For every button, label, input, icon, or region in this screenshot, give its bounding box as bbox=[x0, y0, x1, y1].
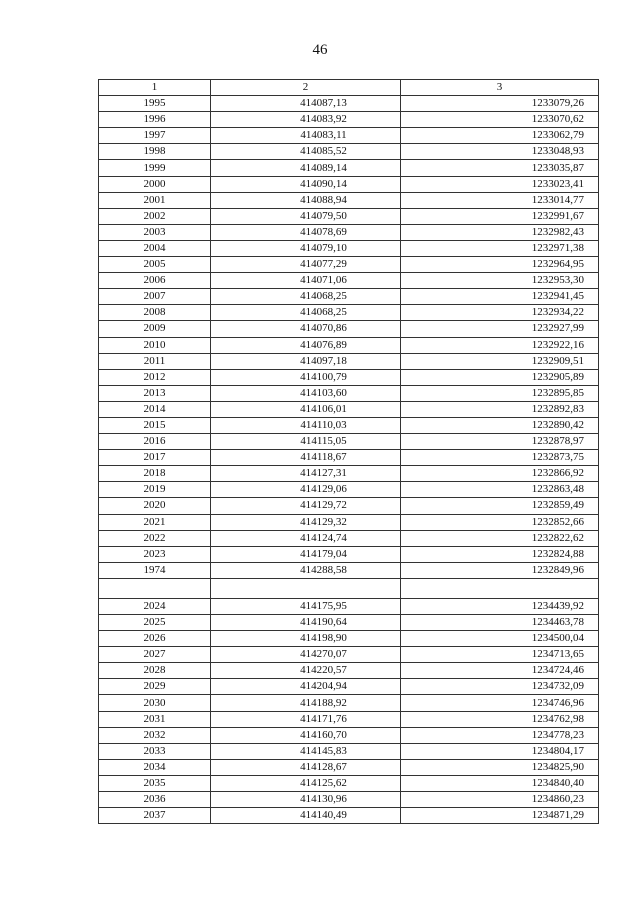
table-row bbox=[99, 759, 599, 775]
point-number-cell: 2037 bbox=[99, 808, 211, 824]
table-row bbox=[99, 417, 599, 433]
point-number-cell: 2028 bbox=[99, 663, 211, 679]
table-row bbox=[99, 321, 599, 337]
y-coordinate-cell: 1234860,23 bbox=[401, 792, 599, 808]
table-row bbox=[99, 257, 599, 273]
point-number-cell: 2013 bbox=[99, 385, 211, 401]
x-coordinate-cell: 414070,86 bbox=[211, 321, 401, 337]
table-row bbox=[99, 711, 599, 727]
x-coordinate-cell: 414188,92 bbox=[211, 695, 401, 711]
point-number-cell: 2011 bbox=[99, 353, 211, 369]
table-row bbox=[99, 546, 599, 562]
table-row bbox=[99, 289, 599, 305]
table-row bbox=[99, 727, 599, 743]
y-coordinate-cell: 1232863,48 bbox=[401, 482, 599, 498]
point-number-cell: 2005 bbox=[99, 257, 211, 273]
y-coordinate-cell: 1232982,43 bbox=[401, 224, 599, 240]
page-number: 46 bbox=[312, 42, 328, 58]
x-coordinate-cell: 414125,62 bbox=[211, 775, 401, 791]
x-coordinate-cell: 414179,04 bbox=[211, 546, 401, 562]
coordinates-table bbox=[98, 79, 599, 824]
table-row bbox=[99, 192, 599, 208]
point-number-cell: 1999 bbox=[99, 160, 211, 176]
point-number-cell: 2033 bbox=[99, 743, 211, 759]
y-coordinate-cell: 1232892,83 bbox=[401, 401, 599, 417]
point-number-cell: 2030 bbox=[99, 695, 211, 711]
y-coordinate-cell: 1234713,65 bbox=[401, 647, 599, 663]
point-number-cell: 2022 bbox=[99, 530, 211, 546]
table-row bbox=[99, 160, 599, 176]
point-number-cell: 2006 bbox=[99, 273, 211, 289]
table-row bbox=[99, 305, 599, 321]
y-coordinate-cell: 1232909,51 bbox=[401, 353, 599, 369]
y-coordinate-cell: 1232971,38 bbox=[401, 240, 599, 256]
point-number-cell: 1995 bbox=[99, 96, 211, 112]
point-number-cell: 2019 bbox=[99, 482, 211, 498]
x-coordinate-cell: 414068,25 bbox=[211, 289, 401, 305]
y-coordinate-cell: 1232878,97 bbox=[401, 434, 599, 450]
x-coordinate-cell: 414175,95 bbox=[211, 598, 401, 614]
y-coordinate-cell: 1232941,45 bbox=[401, 289, 599, 305]
x-coordinate-cell: 414089,14 bbox=[211, 160, 401, 176]
point-number-cell: 2035 bbox=[99, 775, 211, 791]
y-coordinate-cell: 1232866,92 bbox=[401, 466, 599, 482]
point-number-cell: 2029 bbox=[99, 679, 211, 695]
y-coordinate-cell: 1233062,79 bbox=[401, 128, 599, 144]
y-coordinate-cell: 1234746,96 bbox=[401, 695, 599, 711]
table-row bbox=[99, 337, 599, 353]
x-coordinate-cell: 414076,89 bbox=[211, 337, 401, 353]
x-coordinate-cell: 414128,67 bbox=[211, 759, 401, 775]
table-row bbox=[99, 353, 599, 369]
table-row bbox=[99, 695, 599, 711]
table-row bbox=[99, 808, 599, 824]
table-row bbox=[99, 792, 599, 808]
y-coordinate-cell: 1234500,04 bbox=[401, 631, 599, 647]
x-coordinate-cell: 414068,25 bbox=[211, 305, 401, 321]
y-coordinate-cell: 1232934,22 bbox=[401, 305, 599, 321]
y-coordinate-cell: 1233035,87 bbox=[401, 160, 599, 176]
table-row bbox=[99, 112, 599, 128]
y-coordinate-cell: 1234439,92 bbox=[401, 598, 599, 614]
point-number-cell: 2009 bbox=[99, 321, 211, 337]
point-number-cell: 2016 bbox=[99, 434, 211, 450]
header-row bbox=[99, 80, 599, 96]
point-number-cell: 2010 bbox=[99, 337, 211, 353]
point-number-cell: 1998 bbox=[99, 144, 211, 160]
x-coordinate-cell: 414087,13 bbox=[211, 96, 401, 112]
y-coordinate-cell: 1234804,17 bbox=[401, 743, 599, 759]
table-row bbox=[99, 450, 599, 466]
column-header-point: 1 bbox=[99, 80, 211, 96]
point-number-cell: 2001 bbox=[99, 192, 211, 208]
table-row bbox=[99, 240, 599, 256]
x-coordinate-cell: 414288,58 bbox=[211, 562, 401, 578]
x-coordinate-cell: 414118,67 bbox=[211, 450, 401, 466]
x-coordinate-cell: 414124,74 bbox=[211, 530, 401, 546]
x-coordinate-cell: 414079,10 bbox=[211, 240, 401, 256]
x-coordinate-cell: 414129,72 bbox=[211, 498, 401, 514]
x-coordinate-cell: 414100,79 bbox=[211, 369, 401, 385]
y-coordinate-cell: 1232991,67 bbox=[401, 208, 599, 224]
y-coordinate-cell: 1234762,98 bbox=[401, 711, 599, 727]
point-number-cell: 2036 bbox=[99, 792, 211, 808]
x-coordinate-cell: 414083,11 bbox=[211, 128, 401, 144]
y-coordinate-cell: 1232895,85 bbox=[401, 385, 599, 401]
point-number-cell: 2015 bbox=[99, 417, 211, 433]
point-number-cell: 2023 bbox=[99, 546, 211, 562]
x-coordinate-cell: 414097,18 bbox=[211, 353, 401, 369]
table-header bbox=[99, 80, 599, 96]
y-coordinate-cell: 1233023,41 bbox=[401, 176, 599, 192]
y-coordinate-cell: 1234778,23 bbox=[401, 727, 599, 743]
point-number-cell: 2031 bbox=[99, 711, 211, 727]
table-row bbox=[99, 128, 599, 144]
table-row bbox=[99, 224, 599, 240]
table-row bbox=[99, 562, 599, 578]
point-number-cell: 2032 bbox=[99, 727, 211, 743]
point-number-cell: 2034 bbox=[99, 759, 211, 775]
point-number-cell: 2012 bbox=[99, 369, 211, 385]
point-number-cell: 2000 bbox=[99, 176, 211, 192]
table-row bbox=[99, 208, 599, 224]
point-number-cell: 2004 bbox=[99, 240, 211, 256]
x-coordinate-cell: 414129,06 bbox=[211, 482, 401, 498]
column-header-x: 2 bbox=[211, 80, 401, 96]
table-row bbox=[99, 385, 599, 401]
x-coordinate-cell: 414083,92 bbox=[211, 112, 401, 128]
x-coordinate-cell: 414160,70 bbox=[211, 727, 401, 743]
x-coordinate-cell: 414078,69 bbox=[211, 224, 401, 240]
column-header-y: 3 bbox=[401, 80, 599, 96]
point-number-cell: 1997 bbox=[99, 128, 211, 144]
table-row bbox=[99, 679, 599, 695]
point-number-cell: 2025 bbox=[99, 615, 211, 631]
y-coordinate-cell: 1234825,90 bbox=[401, 759, 599, 775]
y-coordinate-cell: 1232852,66 bbox=[401, 514, 599, 530]
x-coordinate-cell: 414071,06 bbox=[211, 273, 401, 289]
table-row bbox=[99, 434, 599, 450]
y-coordinate-cell: 1232964,95 bbox=[401, 257, 599, 273]
x-coordinate-cell: 414090,14 bbox=[211, 176, 401, 192]
x-coordinate-cell: 414106,01 bbox=[211, 401, 401, 417]
point-number-cell: 1974 bbox=[99, 562, 211, 578]
point-number-cell: 2014 bbox=[99, 401, 211, 417]
x-coordinate-cell: 414088,94 bbox=[211, 192, 401, 208]
table-row bbox=[99, 663, 599, 679]
y-coordinate-cell: 1234724,46 bbox=[401, 663, 599, 679]
point-number-cell: 2026 bbox=[99, 631, 211, 647]
point-number-cell: 2008 bbox=[99, 305, 211, 321]
x-coordinate-cell: 414079,50 bbox=[211, 208, 401, 224]
y-coordinate-cell: 1232922,16 bbox=[401, 337, 599, 353]
y-coordinate-cell: 1234840,40 bbox=[401, 775, 599, 791]
y-coordinate-cell: 1232953,30 bbox=[401, 273, 599, 289]
x-coordinate-cell: 414198,90 bbox=[211, 631, 401, 647]
point-number-cell: 1996 bbox=[99, 112, 211, 128]
y-coordinate-cell: 1233070,62 bbox=[401, 112, 599, 128]
x-coordinate-cell: 414204,94 bbox=[211, 679, 401, 695]
table-row bbox=[99, 514, 599, 530]
y-coordinate-cell: 1233048,93 bbox=[401, 144, 599, 160]
table-row bbox=[99, 401, 599, 417]
y-coordinate-cell: 1232822,62 bbox=[401, 530, 599, 546]
x-coordinate-cell: 414129,32 bbox=[211, 514, 401, 530]
point-number-cell: 2002 bbox=[99, 208, 211, 224]
y-coordinate-cell: 1232927,99 bbox=[401, 321, 599, 337]
x-coordinate-cell: 414171,76 bbox=[211, 711, 401, 727]
x-coordinate-cell: 414115,05 bbox=[211, 434, 401, 450]
y-coordinate-cell: 1234463,78 bbox=[401, 615, 599, 631]
x-coordinate-cell: 414145,83 bbox=[211, 743, 401, 759]
table-row bbox=[99, 743, 599, 759]
table-row bbox=[99, 176, 599, 192]
table-row bbox=[99, 647, 599, 663]
table-row bbox=[99, 482, 599, 498]
empty-cell bbox=[211, 578, 401, 598]
table-row bbox=[99, 615, 599, 631]
table-row bbox=[99, 598, 599, 614]
point-number-cell: 2003 bbox=[99, 224, 211, 240]
x-coordinate-cell: 414110,03 bbox=[211, 417, 401, 433]
point-number-cell: 2018 bbox=[99, 466, 211, 482]
y-coordinate-cell: 1233014,77 bbox=[401, 192, 599, 208]
table-row bbox=[99, 144, 599, 160]
y-coordinate-cell: 1234871,29 bbox=[401, 808, 599, 824]
y-coordinate-cell: 1232890,42 bbox=[401, 417, 599, 433]
table-row bbox=[99, 775, 599, 791]
separator-row bbox=[99, 578, 599, 598]
point-number-cell: 2024 bbox=[99, 598, 211, 614]
table-row bbox=[99, 96, 599, 112]
y-coordinate-cell: 1232873,75 bbox=[401, 450, 599, 466]
y-coordinate-cell: 1232824,88 bbox=[401, 546, 599, 562]
point-number-cell: 2017 bbox=[99, 450, 211, 466]
table-row bbox=[99, 530, 599, 546]
table-row bbox=[99, 369, 599, 385]
y-coordinate-cell: 1232849,96 bbox=[401, 562, 599, 578]
x-coordinate-cell: 414085,52 bbox=[211, 144, 401, 160]
x-coordinate-cell: 414270,07 bbox=[211, 647, 401, 663]
table-row bbox=[99, 498, 599, 514]
table-body bbox=[99, 96, 599, 824]
x-coordinate-cell: 414140,49 bbox=[211, 808, 401, 824]
y-coordinate-cell: 1233079,26 bbox=[401, 96, 599, 112]
empty-cell bbox=[99, 578, 211, 598]
x-coordinate-cell: 414130,96 bbox=[211, 792, 401, 808]
table-row bbox=[99, 631, 599, 647]
y-coordinate-cell: 1232905,89 bbox=[401, 369, 599, 385]
y-coordinate-cell: 1232859,49 bbox=[401, 498, 599, 514]
point-number-cell: 2007 bbox=[99, 289, 211, 305]
x-coordinate-cell: 414220,57 bbox=[211, 663, 401, 679]
table-row bbox=[99, 273, 599, 289]
y-coordinate-cell: 1234732,09 bbox=[401, 679, 599, 695]
table-row bbox=[99, 466, 599, 482]
x-coordinate-cell: 414190,64 bbox=[211, 615, 401, 631]
point-number-cell: 2027 bbox=[99, 647, 211, 663]
empty-cell bbox=[401, 578, 599, 598]
x-coordinate-cell: 414077,29 bbox=[211, 257, 401, 273]
point-number-cell: 2021 bbox=[99, 514, 211, 530]
x-coordinate-cell: 414103,60 bbox=[211, 385, 401, 401]
x-coordinate-cell: 414127,31 bbox=[211, 466, 401, 482]
point-number-cell: 2020 bbox=[99, 498, 211, 514]
